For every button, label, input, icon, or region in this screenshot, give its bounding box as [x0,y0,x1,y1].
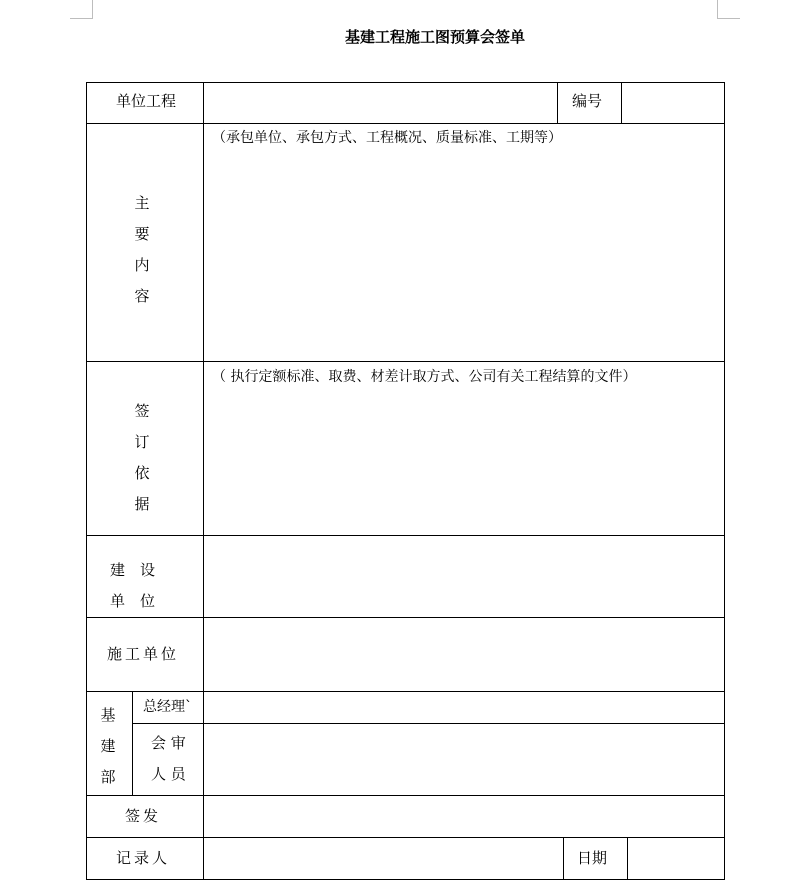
main-content-label: 主 要 内 容 [134,194,150,305]
main-content-hint: （承包单位、承包方式、工程概况、质量标准、工期等） [212,130,562,146]
construction-unit-label-line2: 单 位 [110,592,156,610]
row-divider [86,361,725,362]
column-divider [557,82,558,124]
review-staff-field[interactable] [204,724,724,795]
sign-basis-label: 签 订 依 据 [134,402,150,513]
unit-project-field[interactable] [204,83,557,123]
review-staff-label-line1: 会 审 [151,734,186,752]
row-divider [86,123,725,124]
review-staff-label-line2: 人 员 [151,765,186,783]
table-border-bottom [86,879,725,880]
sign-basis-hint: （ 执行定额标准、取费、材差计取方式、公司有关工程结算的文件） [212,369,637,385]
number-label: 编号 [572,92,603,110]
issued-label: 签发 [125,807,162,825]
number-field[interactable] [622,83,724,123]
issued-field[interactable] [204,796,724,837]
unit-project-label: 单位工程 [116,92,177,110]
contractor-unit-field[interactable] [204,618,724,691]
date-label: 日期 [577,849,608,867]
general-manager-field[interactable] [204,692,724,723]
page-corner-mark-left [70,0,93,19]
general-manager-label: 总经理` [143,699,192,715]
date-field[interactable] [628,838,724,879]
table-border-left [86,82,87,880]
recorder-label: 记录人 [116,849,171,867]
contractor-unit-label: 施工单位 [107,645,180,663]
infrastructure-dept-label: 基 建 部 [100,706,116,786]
column-divider [132,691,133,796]
column-divider [563,837,564,880]
main-content-field[interactable] [204,150,724,360]
construction-unit-field[interactable] [204,536,724,617]
page-corner-mark-right [717,0,740,19]
page-title: 基建工程施工图预算会签单 [344,28,525,46]
recorder-field[interactable] [204,838,563,879]
construction-unit-label-line1: 建 设 [110,561,156,579]
table-border-right [724,82,725,880]
sign-basis-field[interactable] [204,390,724,534]
